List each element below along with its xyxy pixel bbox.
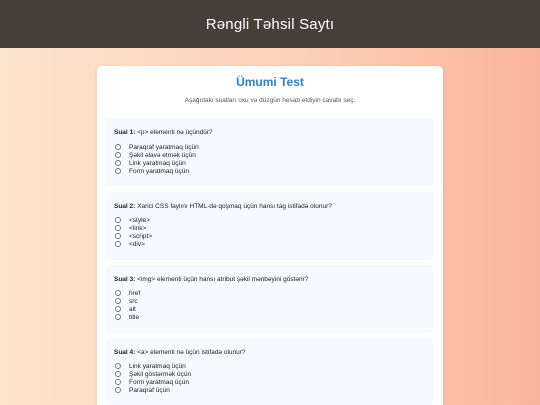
radio-button[interactable]: [115, 217, 121, 223]
radio-button[interactable]: [115, 144, 121, 150]
option-label: Form yaratmaq üçün: [129, 167, 189, 175]
option-label: Link yaratmaq üçün: [129, 362, 186, 370]
question-text: [114, 203, 332, 210]
radio-button[interactable]: [115, 233, 121, 239]
answer-option[interactable]: [115, 224, 146, 232]
question-label: Sual 3:: [114, 276, 136, 283]
option-label: Link yaratmaq üçün: [129, 159, 186, 167]
question-2: [106, 192, 433, 260]
answer-option[interactable]: [115, 305, 136, 313]
radio-button[interactable]: [115, 371, 121, 377]
question-label: Sual 2:: [114, 203, 136, 210]
question-body: <a> elementi nə üçün istifadə olunur?: [137, 349, 246, 356]
question-body: <img> elementi üçün hansı atribut şəkil mənbəyini göstərir?: [137, 276, 309, 283]
question-4: [106, 338, 433, 405]
radio-button[interactable]: [115, 298, 121, 304]
answer-option[interactable]: [115, 159, 186, 167]
answer-option[interactable]: [115, 232, 152, 240]
answer-option[interactable]: [115, 378, 189, 386]
answer-option[interactable]: [115, 297, 138, 305]
option-label: Şəkil göstərmək üçün: [129, 370, 192, 378]
radio-button[interactable]: [115, 168, 121, 174]
option-label: Paraqraf üçün: [129, 386, 170, 394]
option-label: href: [129, 289, 141, 297]
question-body: <p> elementi nə üçündür?: [137, 129, 213, 136]
question-label: Sual 4:: [114, 349, 136, 356]
question-text: [114, 276, 308, 283]
answer-option[interactable]: [115, 370, 191, 378]
answer-option[interactable]: [115, 313, 139, 321]
option-label: Paraqraf yaratmaq üçün: [129, 143, 199, 151]
option-label: Şəkil əlavə etmək üçün: [129, 151, 196, 159]
option-label: <style>: [129, 216, 150, 224]
option-label: <link>: [129, 224, 147, 232]
answer-option[interactable]: [115, 216, 150, 224]
answer-option[interactable]: [115, 240, 145, 248]
option-label: src: [129, 297, 138, 305]
option-label: <div>: [129, 240, 145, 248]
answer-option[interactable]: [115, 289, 140, 297]
radio-button[interactable]: [115, 225, 121, 231]
radio-button[interactable]: [115, 160, 121, 166]
radio-button[interactable]: [115, 306, 121, 312]
quiz-card: [97, 66, 443, 405]
radio-button[interactable]: [115, 314, 121, 320]
question-body: Xarici CSS faylını HTML-də qoşmaq üçün hansı tag istifadə olunur?: [137, 203, 332, 210]
question-text: [114, 349, 246, 356]
question-text: [114, 129, 213, 136]
question-1: [106, 118, 433, 186]
answer-option[interactable]: [115, 167, 189, 175]
option-label: <script>: [129, 232, 153, 240]
answer-option[interactable]: [115, 143, 199, 151]
site-title: Rəngli Təhsil Saytı: [205, 15, 335, 33]
answer-option[interactable]: [115, 386, 170, 394]
option-label: Form yaratmaq üçün: [129, 378, 189, 386]
quiz-intro: Aşağıdakı sualları oxu və düzgün hesab etdiyin cavabı seç.: [184, 97, 356, 104]
question-3: [106, 265, 433, 333]
radio-button[interactable]: [115, 241, 121, 247]
answer-option[interactable]: [115, 151, 196, 159]
radio-button[interactable]: [115, 363, 121, 369]
radio-button[interactable]: [115, 379, 121, 385]
option-label: title: [129, 313, 140, 321]
site-header: [0, 0, 540, 48]
quiz-title: Ümumi Test: [236, 75, 304, 89]
radio-button[interactable]: [115, 387, 121, 393]
answer-option[interactable]: [115, 362, 186, 370]
radio-button[interactable]: [115, 290, 121, 296]
question-label: Sual 1:: [114, 129, 136, 136]
option-label: alt: [129, 305, 136, 313]
radio-button[interactable]: [115, 152, 121, 158]
